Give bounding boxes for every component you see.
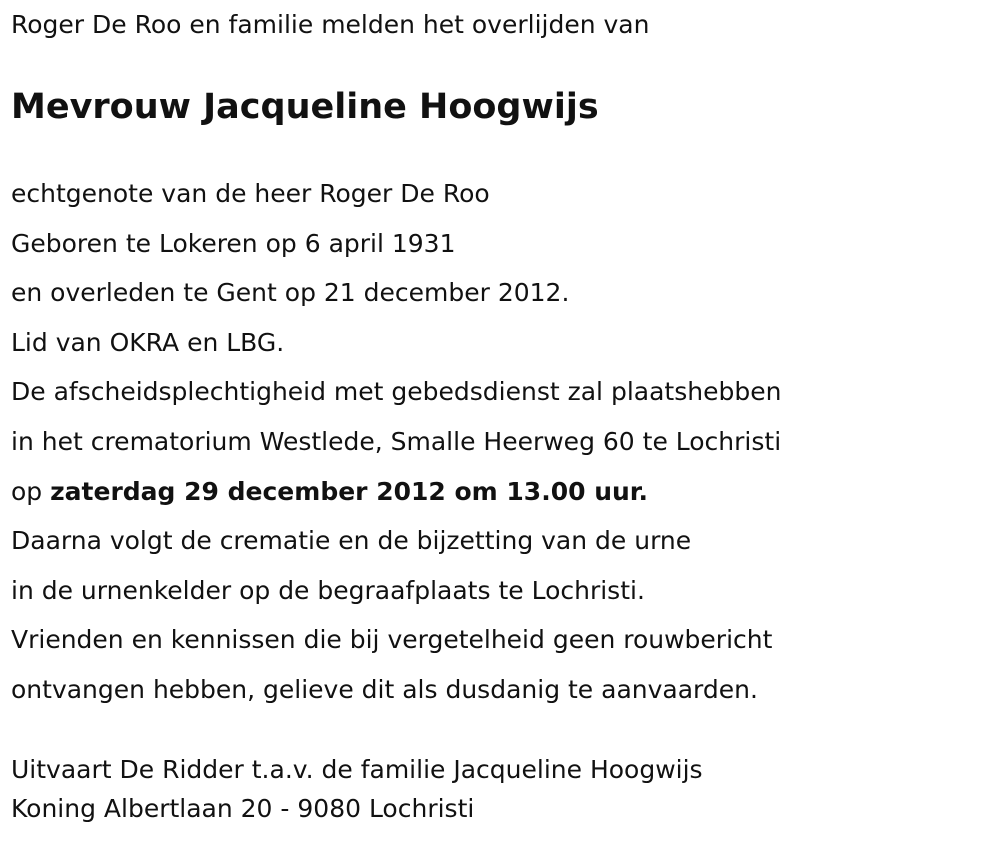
friends-line: Vrienden en kennissen die bij vergetelheid geen rouwbericht xyxy=(11,625,773,655)
accept-line: ontvangen hebben, gelieve dit als dusdanig te aanvaarden. xyxy=(11,674,758,704)
cremation-line: Daarna volgt de crematie en de bijzetting van de urne xyxy=(11,526,692,556)
urn-line: in de urnenkelder op de begraafplaats te Lochristi. xyxy=(11,575,645,605)
membership-line: Lid van OKRA en LBG. xyxy=(11,327,285,357)
deceased-name: Mevrouw Jacqueline Hoogwijs xyxy=(11,87,599,127)
death-line: en overleden te Gent op 21 december 2012. xyxy=(11,278,570,308)
notice-body xyxy=(11,176,781,722)
ceremony-date-line xyxy=(11,474,781,524)
spouse-line: echtgenote van de heer Roger De Roo xyxy=(11,179,490,208)
birth-line: Geboren te Lokeren op 6 april 1931 xyxy=(11,228,456,258)
contact-address xyxy=(11,752,703,830)
ceremony-prefix: op xyxy=(11,476,51,506)
ceremony-line: De afscheidsplechtigheid met gebedsdienst zal plaatshebben xyxy=(11,377,782,407)
ceremony-datetime: zaterdag 29 december 2012 om 13.00 uur. xyxy=(50,476,649,506)
intro-text: Roger De Roo en familie melden het overlijden van xyxy=(11,10,650,39)
location-line: in het crematorium Westlede, Smalle Heerweg 60 te Lochristi xyxy=(11,426,782,456)
address-line: Koning Albertlaan 20 - 9080 Lochristi xyxy=(11,794,475,823)
funeral-home-line: Uitvaart De Ridder t.a.v. de familie Jacqueline Hoogwijs xyxy=(11,755,703,784)
